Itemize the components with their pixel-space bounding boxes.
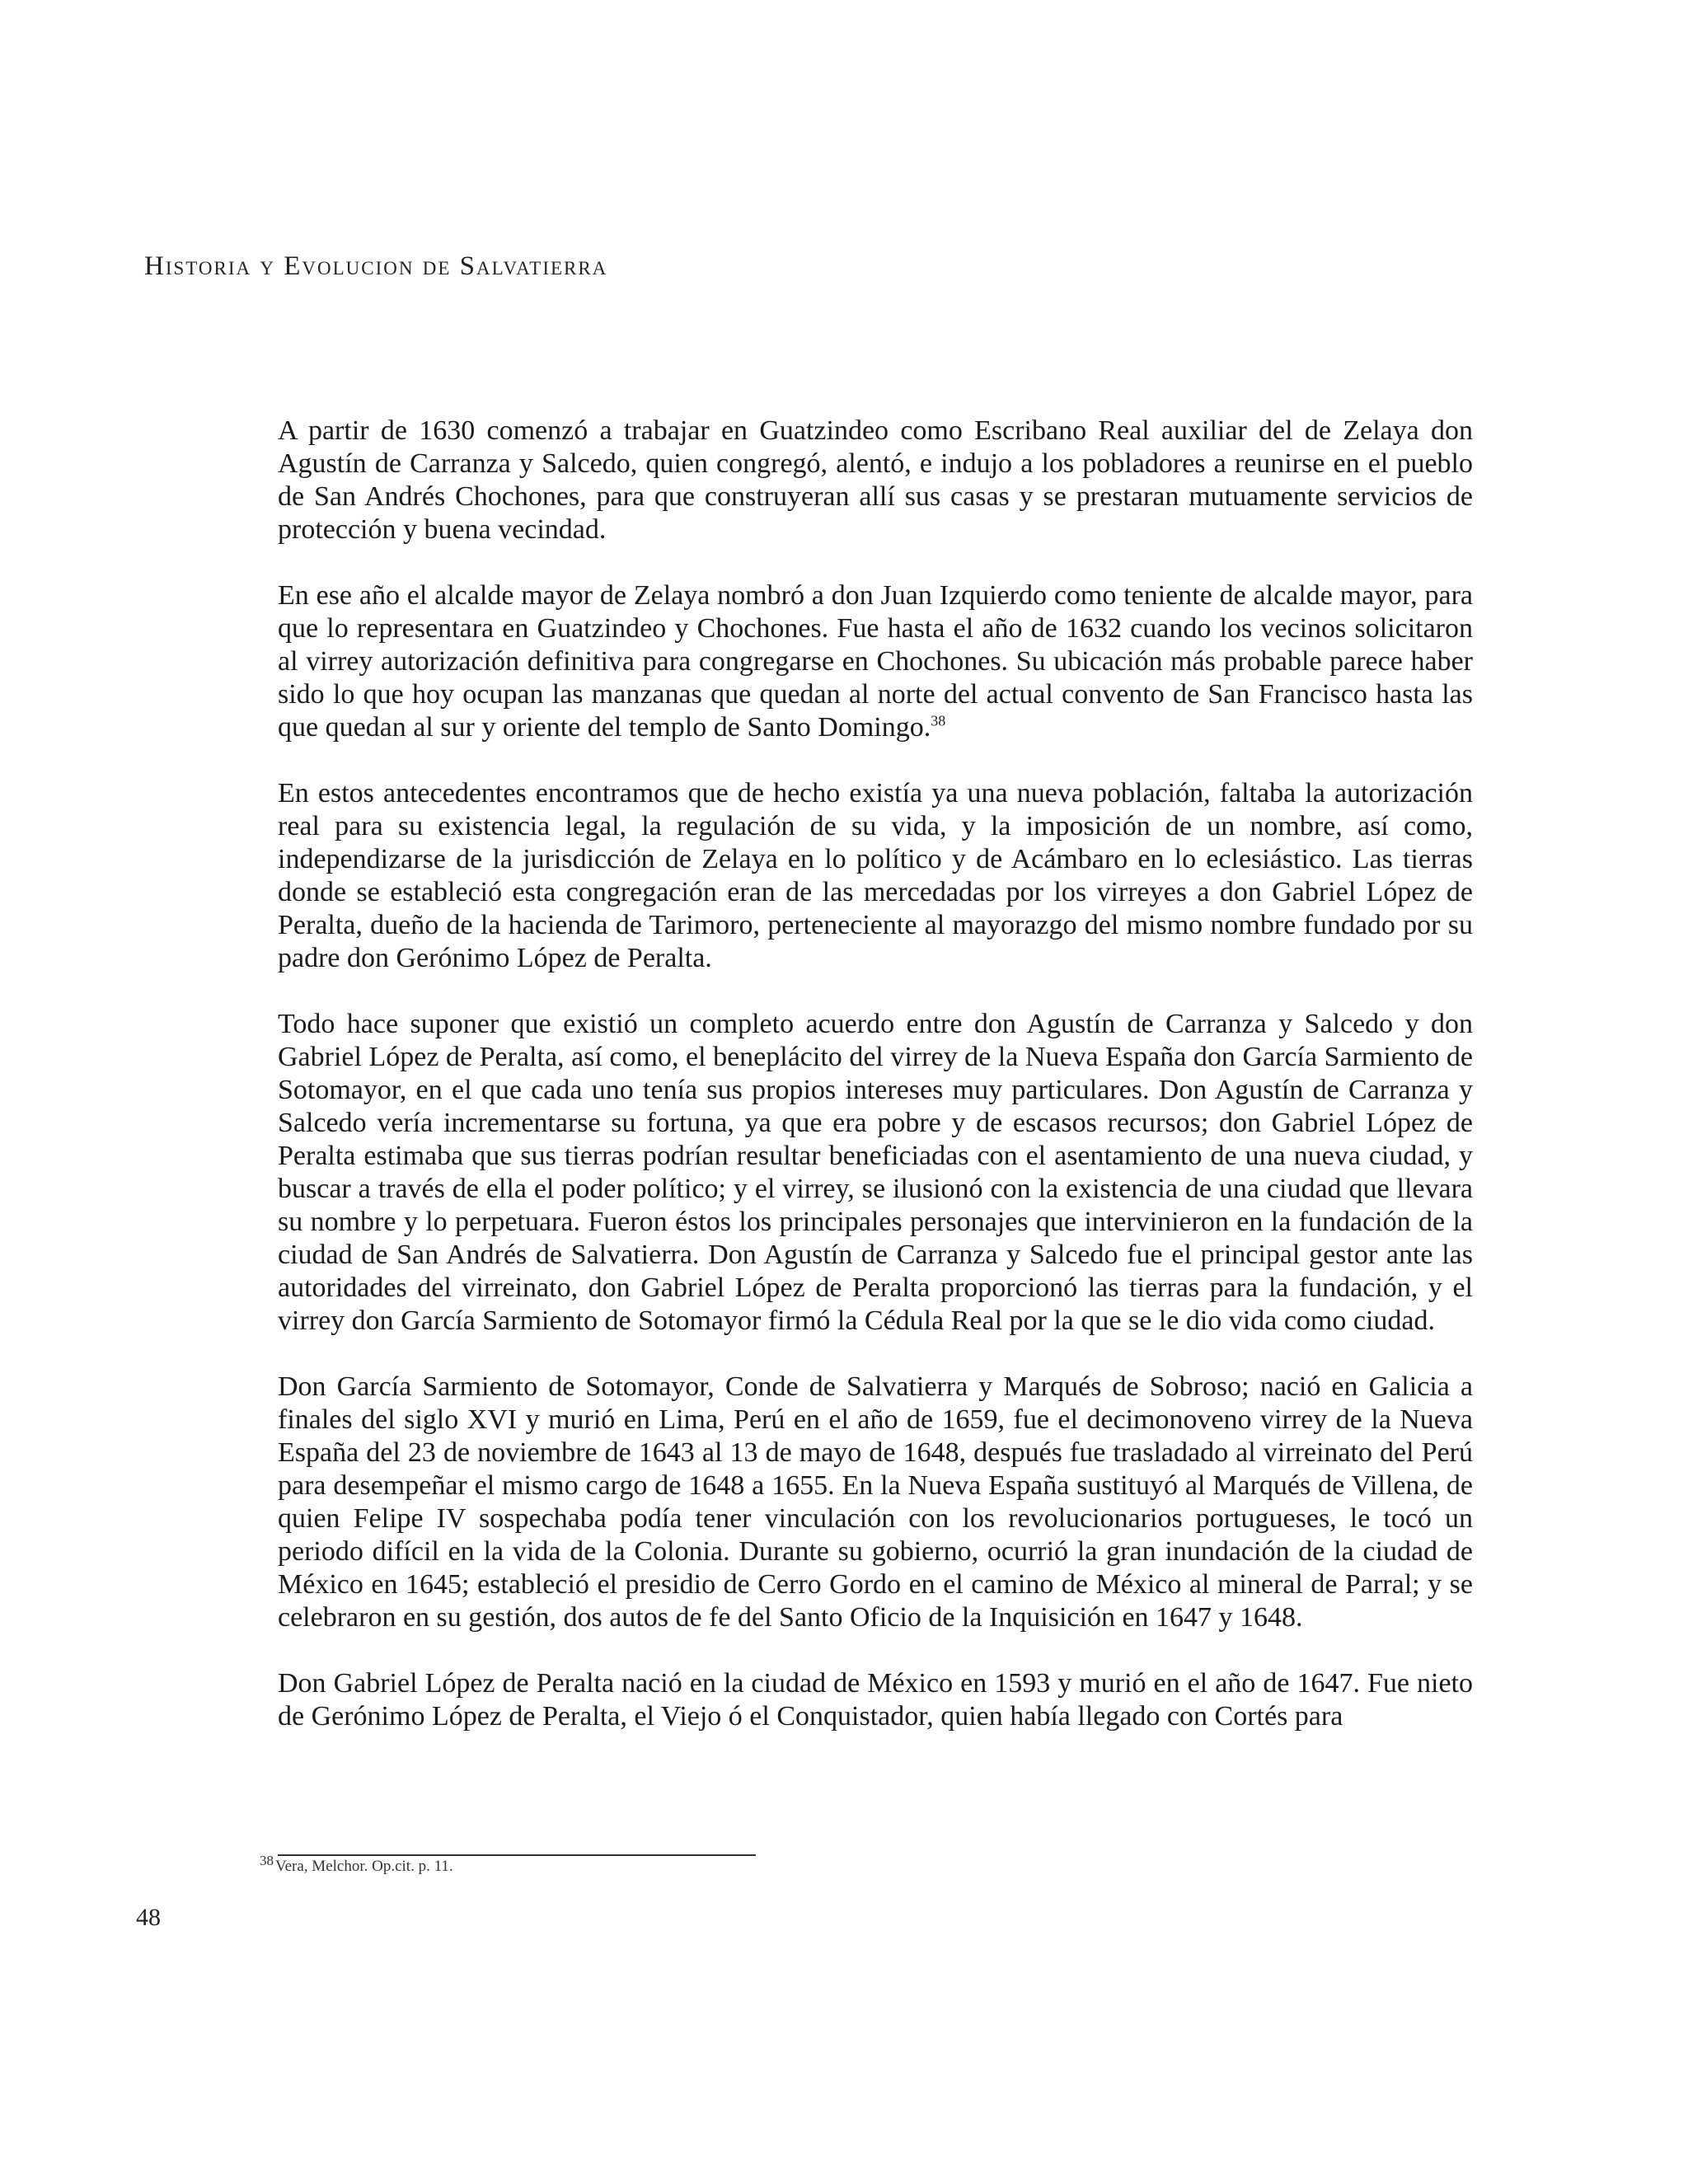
paragraph-1: A partir de 1630 comenzó a trabajar en Guatzindeo como Escribano Real auxiliar del de Zelaya don Agustín de Carranza y Salcedo, quien congregó, alentó, e indujo a los pobladores a reunirse en el pueblo de San Andrés Chochones, para que construyeran allí sus casas y se prestaran mutuamente servicios de protección y buena vecindad.: [278, 415, 1473, 545]
footnote-reference[interactable]: 38: [931, 712, 946, 729]
paragraph-5: Don García Sarmiento de Sotomayor, Conde de Salvatierra y Marqués de Sobroso; nació en Galicia a finales del siglo XVI y murió en Lima, Perú en el año de 1659, fue el decimonoveno virrey de la Nueva España del 23 de noviembre de 1643 al 13 de mayo de 1648, después fue trasladado al virreinato del Perú para desempeñar el mismo cargo de 1648 a 1655. En la Nueva España sustituyó al Marqués de Villena, de quien Felipe IV sospechaba podía tener vinculación con los revolucionarios portugueses, le tocó un periodo difícil en la vida de la Colonia. Durante su gobierno, ocurrió la gran inundación de la ciudad de México en 1645; estableció el presidio de Cerro Gordo en el camino de México al mineral de Parral; y se celebraron en su gestión, dos autos de fe del Santo Oficio de la Inquisición en 1647 y 1648.: [278, 1371, 1473, 1633]
paragraph-2-text: En ese año el alcalde mayor de Zelaya nombró a don Juan Izquierdo como teniente de alcalde mayor, para que lo representara en Guatzindeo y Chochones. Fue hasta el año de 1632 cuando los vecinos solicitaron al virrey autorización definitiva para congregarse en Chochones. Su ubicación más probable parece haber sido lo que hoy ocupan las manzanas que quedan al norte del actual convento de San Francisco hasta las que quedan al sur y oriente del templo de Santo Domingo.: [278, 580, 1473, 743]
footnote: [260, 1852, 453, 1876]
paragraph-3: En estos antecedentes encontramos que de hecho existía ya una nueva población, faltaba la autorización real para su existencia legal, la regulación de su vida, y la imposición de un nombre, así como, independizarse de la jurisdicción de Zelaya en lo político y de Acámbaro en lo eclesiástico. Las tierras donde se estableció esta congregación eran de las mercedadas por los virreyes a don Gabriel López de Peralta, dueño de la hacienda de Tarimoro, perteneciente al mayorazgo del mismo nombre fundado por su padre don Gerónimo López de Peralta.: [278, 778, 1473, 973]
running-header: Historia y Evolucion de Salvatierra: [144, 251, 608, 281]
footnote-text: Vera, Melchor. Op.cit. p. 11.: [275, 1858, 453, 1875]
footnote-divider: [278, 1854, 756, 1856]
paragraph-4: Todo hace suponer que existió un completo acuerdo entre don Agustín de Carranza y Salcedo y don Gabriel López de Peralta, así como, el beneplácito del virrey de la Nueva España don García Sarmiento de Sotomayor, en el que cada uno tenía sus propios intereses muy particulares. Don Agustín de Carranza y Salcedo vería incrementarse su fortuna, ya que era pobre y de escasos recursos; don Gabriel López de Peralta estimaba que sus tierras podrían resultar beneficiadas con el asentamiento de una nueva ciudad, y buscar a través de ella el poder político; y el virrey, se ilusionó con la existencia de una ciudad que llevara su nombre y lo perpetuara. Fueron éstos los principales personajes que intervinieron en la fundación de la ciudad de San Andrés de Salvatierra. Don Agustín de Carranza y Salcedo fue el principal gestor ante las autoridades del virreinato, don Gabriel López de Peralta proporcionó las tierras para la fundación, y el virrey don García Sarmiento de Sotomayor firmó la Cédula Real por la que se le dio vida como ciudad.: [278, 1009, 1473, 1336]
body-text: [278, 415, 1473, 1766]
page-number: 48: [136, 1904, 161, 1931]
paragraph-2: [278, 579, 1473, 744]
footnote-number: 38: [260, 1852, 274, 1868]
paragraph-6: Don Gabriel López de Peralta nació en la ciudad de México en 1593 y murió en el año de 1647. Fue nieto de Gerónimo López de Peralta, el Viejo ó el Conquistador, quien había llegado con Cortés para: [278, 1668, 1473, 1732]
